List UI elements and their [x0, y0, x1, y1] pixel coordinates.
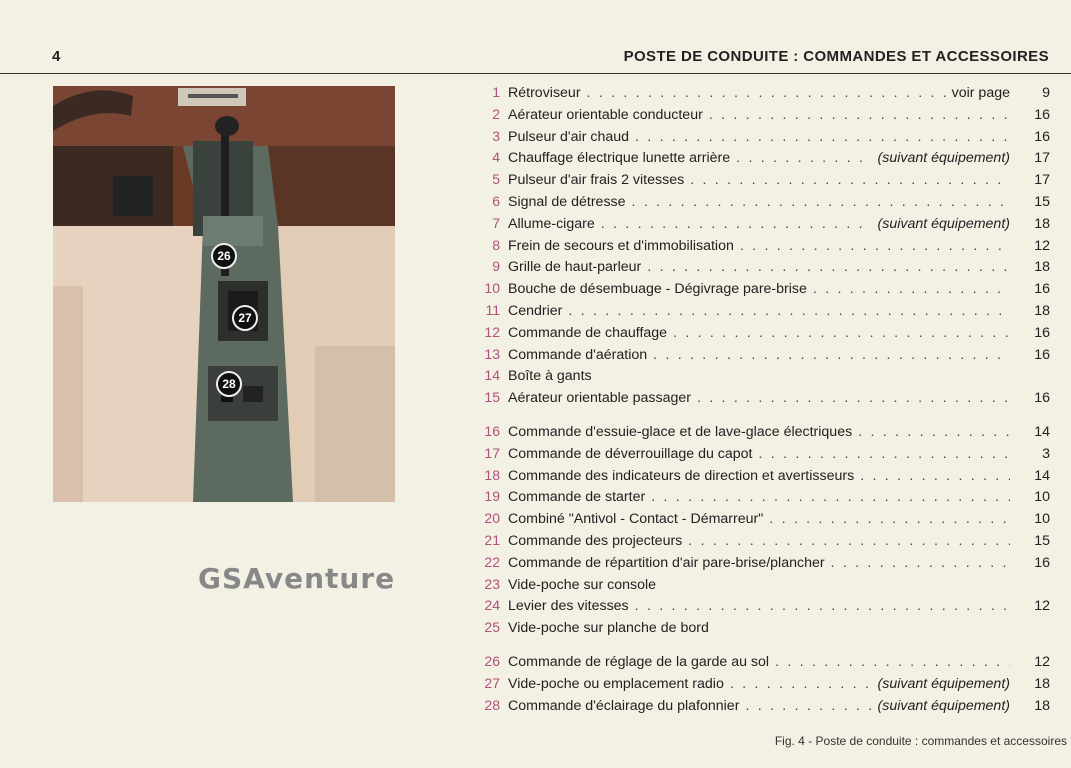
item-number: 2: [492, 105, 500, 122]
list-item: [476, 508, 1050, 530]
callout-26: 26: [211, 243, 237, 269]
list-item: [476, 344, 1050, 366]
item-page: 12: [1034, 237, 1050, 254]
item-number: 28: [484, 696, 500, 713]
item-page: 10: [1034, 489, 1050, 506]
item-page: 16: [1034, 281, 1050, 298]
item-number: 5: [492, 171, 500, 188]
watermark-text: GSAventure: [198, 562, 396, 595]
list-item: [476, 300, 1050, 322]
leader-dots: [769, 509, 1010, 531]
item-label: Rétroviseur: [508, 85, 581, 101]
item-page: 15: [1034, 532, 1050, 549]
item-number: 15: [484, 389, 500, 406]
item-number: 25: [484, 619, 500, 636]
item-label: Commande de répartition d'air pare-brise/plancher: [508, 554, 825, 571]
page-header-title: POSTE DE CONDUITE : COMMANDES ET ACCESSOIRES: [623, 48, 1049, 65]
list-item: [476, 387, 1050, 409]
list-item: [476, 695, 1050, 717]
list-item: [476, 235, 1050, 257]
item-number: 7: [492, 214, 500, 231]
item-label: Allume-cigare: [508, 215, 595, 232]
list-item: [476, 574, 1050, 596]
item-number: 21: [484, 531, 500, 548]
item-number: 1: [492, 84, 500, 100]
list-item: [476, 465, 1050, 487]
leader-dots: [635, 596, 1010, 618]
list-item: [476, 443, 1050, 465]
list-item: [476, 651, 1050, 673]
item-label: Frein de secours et d'immobilisation: [508, 237, 734, 254]
item-page: 18: [1034, 302, 1050, 319]
item-page: 14: [1034, 467, 1050, 484]
item-number: 6: [492, 192, 500, 209]
item-label: Levier des vitesses: [508, 598, 629, 615]
item-number: 22: [484, 553, 500, 570]
console-photo: [53, 86, 395, 502]
figure-caption: Fig. 4 - Poste de conduite : commandes et accessoires: [774, 734, 1067, 748]
item-number: 19: [484, 488, 500, 505]
item-leader-text: voir page: [951, 85, 1010, 101]
item-label: Commande de réglage de la garde au sol: [508, 653, 770, 670]
item-number: 16: [484, 422, 500, 439]
item-page: 18: [1034, 675, 1050, 692]
item-label: Combiné "Antivol - Contact - Démarreur": [508, 511, 764, 528]
item-number: 13: [484, 345, 500, 362]
item-page: 14: [1034, 423, 1050, 440]
item-label: Vide-poche ou emplacement radio: [508, 675, 724, 692]
item-label: Commande de starter: [508, 489, 646, 506]
leader-dots: [587, 83, 946, 105]
item-label: Chauffage électrique lunette arrière: [508, 150, 731, 167]
list-item: [476, 617, 1050, 639]
leader-dots: [813, 279, 1010, 301]
control-index-list: [476, 82, 1050, 716]
list-item: [476, 595, 1050, 617]
leader-dots: [831, 553, 1010, 575]
leader-dots: [745, 696, 871, 718]
leader-dots: [860, 466, 1010, 488]
list-item: [476, 213, 1050, 235]
item-number: 27: [484, 674, 500, 691]
item-page: 18: [1034, 259, 1050, 276]
item-label: Commande de chauffage: [508, 324, 668, 341]
item-page: 16: [1034, 346, 1050, 363]
leader-dots: [759, 444, 1011, 466]
item-label: Aérateur orientable passager: [508, 390, 691, 407]
list-item: [476, 365, 1050, 387]
item-page: 3: [1042, 445, 1050, 462]
item-page: 16: [1034, 324, 1050, 341]
item-label: Aérateur orientable conducteur: [508, 106, 703, 123]
list-item: [476, 530, 1050, 552]
item-label: Commande d'essuie-glace et de lave-glace électriques: [508, 423, 853, 440]
leader-dots: [740, 236, 1010, 258]
leader-dots: [647, 257, 1010, 279]
item-label: Boîte à gants: [508, 368, 592, 385]
item-number: 17: [484, 444, 500, 461]
leader-dots: [601, 214, 872, 236]
list-item: [476, 278, 1050, 300]
item-number: 26: [484, 652, 500, 669]
item-number: 8: [492, 236, 500, 253]
list-item: [476, 147, 1050, 169]
leader-dots: [632, 192, 1010, 214]
header-rule: [0, 73, 1071, 74]
item-page: 18: [1034, 215, 1050, 232]
item-page: 16: [1034, 128, 1050, 145]
list-item: [476, 191, 1050, 213]
leader-dots: [688, 531, 1010, 553]
leader-dots: [673, 323, 1010, 345]
item-number: 18: [484, 466, 500, 483]
item-note: (suivant équipement): [877, 697, 1010, 714]
item-page: 17: [1034, 172, 1050, 189]
item-number: 3: [492, 127, 500, 144]
item-page: 15: [1034, 193, 1050, 210]
leader-dots: [568, 301, 1010, 323]
item-number: 20: [484, 510, 500, 527]
item-note: (suivant équipement): [877, 675, 1010, 692]
item-note: (suivant équipement): [877, 215, 1010, 232]
leader-dots: [709, 105, 1010, 127]
list-item: [476, 82, 1050, 104]
item-label: Commande d'aération: [508, 346, 648, 363]
item-page: 17: [1034, 150, 1050, 167]
item-label: Grille de haut-parleur: [508, 259, 642, 276]
item-note: (suivant équipement): [877, 150, 1010, 167]
leader-dots: [736, 148, 871, 170]
item-number: 9: [492, 258, 500, 275]
item-label: Vide-poche sur planche de bord: [508, 620, 709, 637]
item-number: 14: [484, 367, 500, 384]
list-item: [476, 421, 1050, 443]
list-item: [476, 104, 1050, 126]
item-label: Bouche de désembuage - Dégivrage pare-brise: [508, 281, 807, 298]
leader-dots: [730, 674, 872, 696]
item-page: 12: [1034, 598, 1050, 615]
item-label: Vide-poche sur console: [508, 576, 657, 593]
callout-27: 27: [232, 305, 258, 331]
leader-dots: [775, 652, 1010, 674]
list-item: [476, 256, 1050, 278]
item-number: 12: [484, 323, 500, 340]
item-label: Commande d'éclairage du plafonnier: [508, 697, 740, 714]
item-label: Cendrier: [508, 302, 563, 319]
item-page: 16: [1034, 106, 1050, 123]
item-number: 10: [484, 280, 500, 297]
leader-dots: [653, 345, 1010, 367]
item-label: Commande des projecteurs: [508, 532, 683, 549]
leader-dots: [858, 422, 1010, 444]
item-label: Pulseur d'air frais 2 vitesses: [508, 172, 685, 189]
leader-dots: [697, 388, 1010, 410]
list-item: [476, 322, 1050, 344]
page-number: 4: [52, 48, 61, 65]
item-label: Pulseur d'air chaud: [508, 128, 630, 145]
list-item: [476, 169, 1050, 191]
item-label: Signal de détresse: [508, 193, 626, 210]
item-label: Commande de déverrouillage du capot: [508, 445, 753, 462]
callout-28: 28: [216, 371, 242, 397]
item-page: 16: [1034, 554, 1050, 571]
item-page: 12: [1034, 653, 1050, 670]
list-item: [476, 486, 1050, 508]
item-page: 10: [1034, 511, 1050, 528]
list-item: [476, 126, 1050, 148]
item-page: 9: [1042, 85, 1050, 101]
item-number: 4: [492, 149, 500, 166]
item-number: 23: [484, 575, 500, 592]
list-item: [476, 673, 1050, 695]
item-page: 18: [1034, 697, 1050, 714]
item-page: 16: [1034, 390, 1050, 407]
leader-dots: [651, 487, 1010, 509]
item-number: 11: [485, 301, 500, 318]
item-label: Commande des indicateurs de direction et avertisseurs: [508, 467, 855, 484]
leader-dots: [690, 170, 1010, 192]
list-item: [476, 552, 1050, 574]
leader-dots: [635, 127, 1010, 149]
item-number: 24: [484, 597, 500, 614]
